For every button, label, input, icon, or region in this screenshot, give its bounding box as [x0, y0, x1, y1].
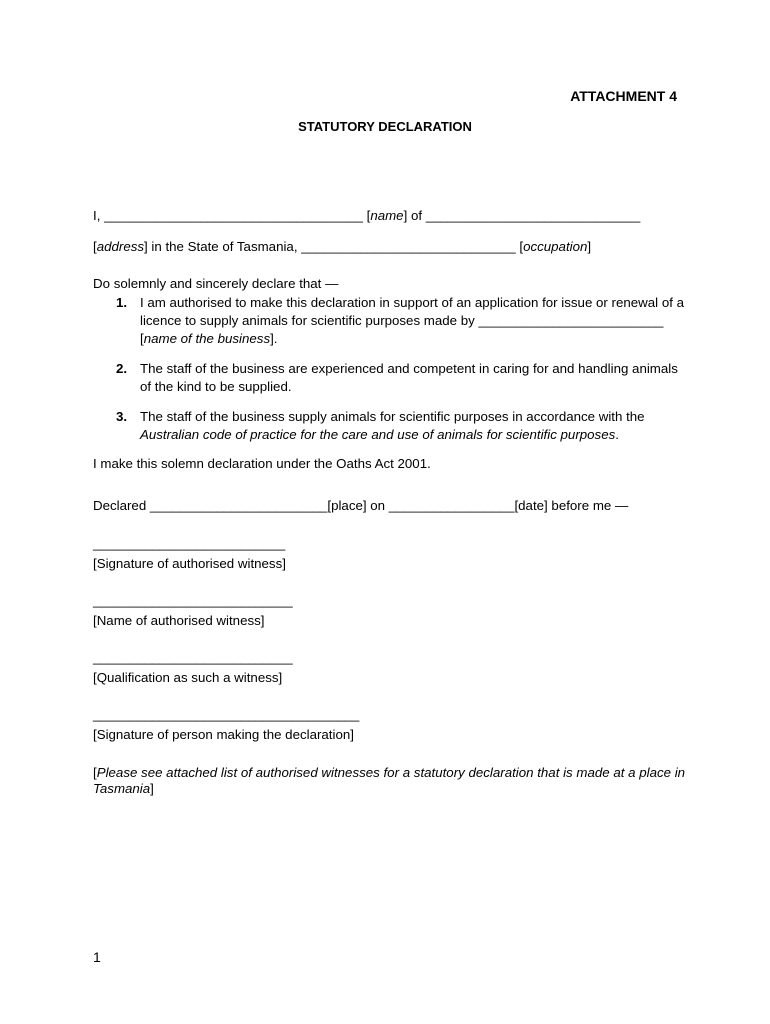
address-middle: ] in the State of Tasmania, _____________________________ [ — [144, 239, 524, 254]
address-label: address — [96, 239, 145, 254]
signature-line: ____________________________________ — [93, 707, 360, 722]
list-item — [93, 294, 693, 348]
signature-label: [Name of authorised witness] — [93, 613, 265, 628]
footnote-italic: Please see attached list of authorised witnesses for a statutory declaration that is made at a place in Tasmania — [93, 765, 686, 796]
page-number: 1 — [93, 949, 101, 965]
occupation-label: occupation — [523, 239, 588, 254]
item-text-a: The staff of the business are experienced and competent in caring for and handling animals of the kind to be supplied. — [140, 361, 678, 394]
solemn-statement: I make this solemn declaration under the Oaths Act 2001. — [93, 456, 431, 471]
signature-label: [Signature of authorised witness] — [93, 556, 286, 571]
item-text-a: The staff of the business supply animals for scientific purposes in accordance with the — [140, 409, 645, 424]
address-line — [93, 239, 591, 254]
item-number: 3. — [116, 409, 128, 424]
item-text-italic: Australian code of practice for the care and use of animals for scientific purposes — [140, 427, 616, 442]
item-number: 1. — [116, 295, 128, 310]
bracket-close: ] — [587, 239, 592, 254]
footnote-open: [ — [93, 765, 97, 780]
declare-intro: Do solemnly and sincerely declare that — — [93, 276, 339, 291]
signature-line: ___________________________ — [93, 593, 293, 608]
item-number: 2. — [116, 361, 128, 376]
signature-line: __________________________ — [93, 536, 286, 551]
page-title: STATUTORY DECLARATION — [298, 119, 472, 134]
declarant-middle: ] of _____________________________ — [403, 208, 641, 223]
declarant-line — [93, 208, 640, 223]
signature-label: [Signature of person making the declaration] — [93, 727, 354, 742]
item-text — [140, 294, 690, 348]
declared-line: Declared ________________________[place] on _________________[date] before me — — [93, 498, 629, 513]
bracket-open: [ — [93, 239, 97, 254]
attachment-heading: ATTACHMENT 4 — [570, 88, 677, 104]
declarant-prefix: I, ___________________________________ [ — [93, 208, 371, 223]
signature-line: ___________________________ — [93, 650, 293, 665]
list-item — [93, 408, 693, 444]
item-text — [140, 360, 690, 396]
item-text-b: . — [615, 427, 619, 442]
footnote-close: ] — [150, 781, 154, 796]
item-text-a: I am authorised to make this declaration in support of an application for issue or renewal of a licence to supply animals for scientific purposes made by _________________________ [ — [140, 295, 684, 346]
list-item — [93, 360, 693, 396]
footnote — [93, 765, 693, 797]
name-label: name — [370, 208, 404, 223]
item-text — [140, 408, 700, 444]
item-text-b: ]. — [270, 331, 278, 346]
item-text-italic: name of the business — [143, 331, 271, 346]
signature-label: [Qualification as such a witness] — [93, 670, 283, 685]
